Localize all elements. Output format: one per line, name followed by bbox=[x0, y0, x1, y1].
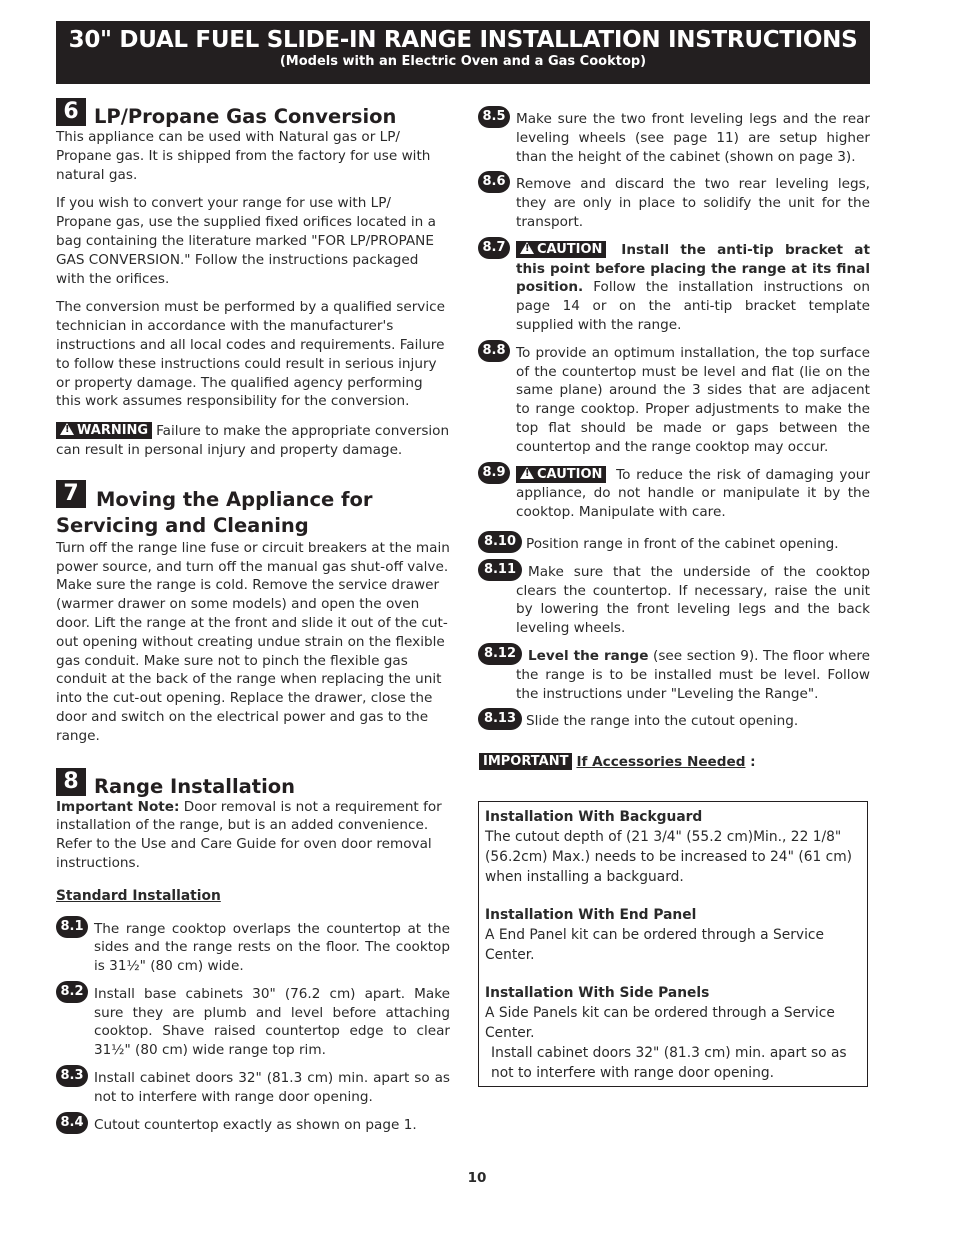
step-number: 8.13 bbox=[478, 708, 522, 730]
step-number: 8.6 bbox=[478, 171, 510, 193]
step-8-6 bbox=[478, 175, 870, 231]
step-8-2 bbox=[56, 985, 450, 1060]
step-text: (see section 9). The floor where the range is to be installed must be level. Follow the instructions under "Leveling the Range". bbox=[516, 647, 870, 702]
page-subtitle: (Models with an Electric Oven and a Gas Cooktop) bbox=[279, 54, 647, 69]
paragraph: This appliance can be used with Natural gas or LP/ Propane gas. It is shipped from the factory for use with natural gas. bbox=[56, 129, 431, 183]
step-list bbox=[56, 920, 450, 1135]
step-text: The range cooktop overlaps the countertop at the sides and the range rests on the floor. The cooktop is 31½" (80 cm) wide. bbox=[94, 920, 450, 975]
step-8-8 bbox=[478, 344, 870, 457]
note-text: Door removal is not a requirement for installation of the range, but is an added convenience. Refer to the Use and Care Guide for oven door removal instructions. bbox=[56, 798, 442, 871]
step-number: 8.11 bbox=[478, 559, 522, 581]
end-panel-heading: Installation With End Panel bbox=[485, 907, 697, 923]
step-8-12 bbox=[478, 647, 870, 703]
end-panel-text: A End Panel kit can be ordered through a Service Center. bbox=[485, 927, 825, 963]
step-text: Remove and discard the two rear leveling legs, they are only in place to solidify the unit for the transport. bbox=[516, 176, 870, 230]
step-number: 8.2 bbox=[56, 981, 88, 1003]
step-8-3 bbox=[56, 1069, 450, 1107]
step-number: 8.1 bbox=[56, 916, 88, 938]
step-number: 8.7 bbox=[478, 237, 510, 259]
page-title: 30" DUAL FUEL SLIDE-IN RANGE INSTALLATION INSTRUCTIONS bbox=[68, 27, 858, 53]
important-badge: IMPORTANT bbox=[479, 753, 572, 770]
paragraph: If you wish to convert your range for use with LP/ Propane gas, use the supplied fixed orifices located in a bag containing the literature marked "FOR LP/PROPANE GAS CONVERSION." Follow the instructions packaged with the orifices. bbox=[56, 195, 436, 287]
step-bold-text: Level the range bbox=[528, 647, 649, 664]
step-number: 8.8 bbox=[478, 340, 510, 362]
section-8-heading bbox=[56, 768, 450, 796]
step-8-7 bbox=[478, 241, 870, 335]
side-panels-text: A Side Panels kit can be ordered through a Service Center. bbox=[485, 1005, 835, 1041]
step-8-1 bbox=[56, 920, 450, 976]
caution-badge bbox=[516, 466, 606, 483]
step-text: Cutout countertop exactly as shown on page 1. bbox=[94, 1116, 417, 1133]
step-number: 8.12 bbox=[478, 643, 522, 665]
step-text: Install base cabinets 30" (76.2 cm) apart. Make sure they are plumb and level before attaching cooktop. Shave raised countertop edge to clear 31½" (80 cm) wide range top rim. bbox=[94, 985, 450, 1059]
header-banner bbox=[56, 21, 870, 84]
backguard-heading: Installation With Backguard bbox=[485, 809, 703, 825]
step-bold-text: Install the anti-tip bracket at this point before placing the range at its final position. bbox=[516, 241, 870, 296]
step-text: Make sure that the underside of the cooktop clears the countertop. If necessary, raise the unit by lowering the front leveling legs and the back leveling wheels. bbox=[516, 563, 870, 637]
side-panels-text-2: Install cabinet doors 32" (81.3 cm) min. apart so as not to interfere with range door opening. bbox=[491, 1045, 847, 1081]
accessories-heading bbox=[478, 753, 870, 772]
warning-triangle-icon bbox=[60, 423, 74, 435]
note-label: Important Note: bbox=[56, 798, 180, 815]
section-6-heading bbox=[56, 98, 450, 126]
paragraph: The conversion must be performed by a qualified service technician in accordance with the manufacturer's instructions and all local codes and requirements. Failure to follow these instructions could result in serious injury or property damage. The qualified agency performing this work assumes responsibility for the conversion. bbox=[56, 299, 445, 410]
step-8-10 bbox=[478, 535, 870, 554]
section-title: Range Installation bbox=[94, 774, 296, 798]
accessories-title: If Accessories Needed bbox=[576, 754, 746, 771]
important-note bbox=[56, 798, 450, 873]
section-title: LP/Propane Gas Conversion bbox=[94, 105, 397, 128]
section-7-heading bbox=[56, 480, 450, 539]
backguard-text: The cutout depth of (21 3/4" (55.2 cm)Min., 22 1/8" (56.2cm) Max.) needs to be increased to 24" (61 cm) when installing a backguard. bbox=[485, 829, 853, 885]
step-text: To reduce the risk of damaging your appliance, do not handle or manipulate it by the cooktop. Manipulate with care. bbox=[516, 466, 871, 521]
standard-installation-heading: Standard Installation bbox=[56, 887, 221, 904]
step-8-13 bbox=[478, 712, 870, 731]
accessories-colon: : bbox=[745, 754, 756, 771]
step-8-4 bbox=[56, 1116, 450, 1135]
side-panels-heading: Installation With Side Panels bbox=[485, 985, 710, 1001]
paragraph: Turn off the range line fuse or circuit breakers at the main power source, and turn off the manual gas shut-off valve. Make sure the range is cold. Remove the service drawer (warmer drawer on some models) and open the oven door. Lift the range at the front and slide it out of the cut-out opening without creating undue strain on the flexible gas conduit. Make sure not to pinch the flexible gas conduit at the back of the range when replacing the unit into the cut-out opening. Replace the drawer, close the door and switch on the electrical power and gas to the range. bbox=[56, 539, 450, 744]
warning-paragraph bbox=[56, 422, 450, 460]
section-number: 7 bbox=[56, 480, 86, 508]
caution-label: CAUTION bbox=[537, 241, 603, 257]
step-text: Follow the installation instructions on page 14 or on the anti-tip bracket template supplied with the range. bbox=[516, 279, 870, 333]
right-column bbox=[478, 98, 870, 772]
step-text: Position range in front of the cabinet opening. bbox=[526, 535, 839, 552]
caution-badge bbox=[516, 241, 606, 258]
left-column bbox=[56, 98, 450, 1143]
caution-triangle-icon bbox=[520, 467, 534, 479]
step-text: Make sure the two front leveling legs and the rear leveling wheels (see page 11) are setup higher than the height of the cabinet (shown on page 3). bbox=[516, 111, 870, 165]
step-text: To provide an optimum installation, the top surface of the countertop must be level and flat (lie on the same plane) around the 3 sides that are adjacent to range cooktop. Proper adjustments to make the top flat should be made or gaps between the countertop and the range cooktop may occur. bbox=[516, 344, 870, 455]
step-number: 8.3 bbox=[56, 1065, 88, 1087]
section-number: 8 bbox=[56, 768, 86, 796]
step-number: 8.10 bbox=[478, 531, 522, 553]
section-number: 6 bbox=[56, 98, 86, 126]
step-number: 8.9 bbox=[478, 462, 510, 484]
warning-badge bbox=[56, 422, 152, 439]
step-8-9 bbox=[478, 466, 870, 522]
step-text: Install cabinet doors 32" (81.3 cm) min. apart so as not to interfere with range door opening. bbox=[94, 1070, 450, 1105]
step-8-5 bbox=[478, 110, 870, 166]
step-text: Slide the range into the cutout opening. bbox=[526, 713, 799, 730]
caution-triangle-icon bbox=[520, 242, 534, 254]
accessories-box bbox=[478, 801, 868, 1087]
step-number: 8.4 bbox=[56, 1112, 88, 1134]
warning-text: Failure to make the appropriate conversion can result in personal injury and property damage. bbox=[56, 423, 450, 458]
page-number: 10 bbox=[467, 1170, 487, 1186]
section-title: Moving the Appliance for Servicing and Cleaning bbox=[56, 487, 373, 537]
warning-label: WARNING bbox=[77, 423, 149, 439]
step-number: 8.5 bbox=[478, 106, 510, 128]
caution-label: CAUTION bbox=[537, 466, 603, 482]
step-8-11 bbox=[478, 563, 870, 638]
